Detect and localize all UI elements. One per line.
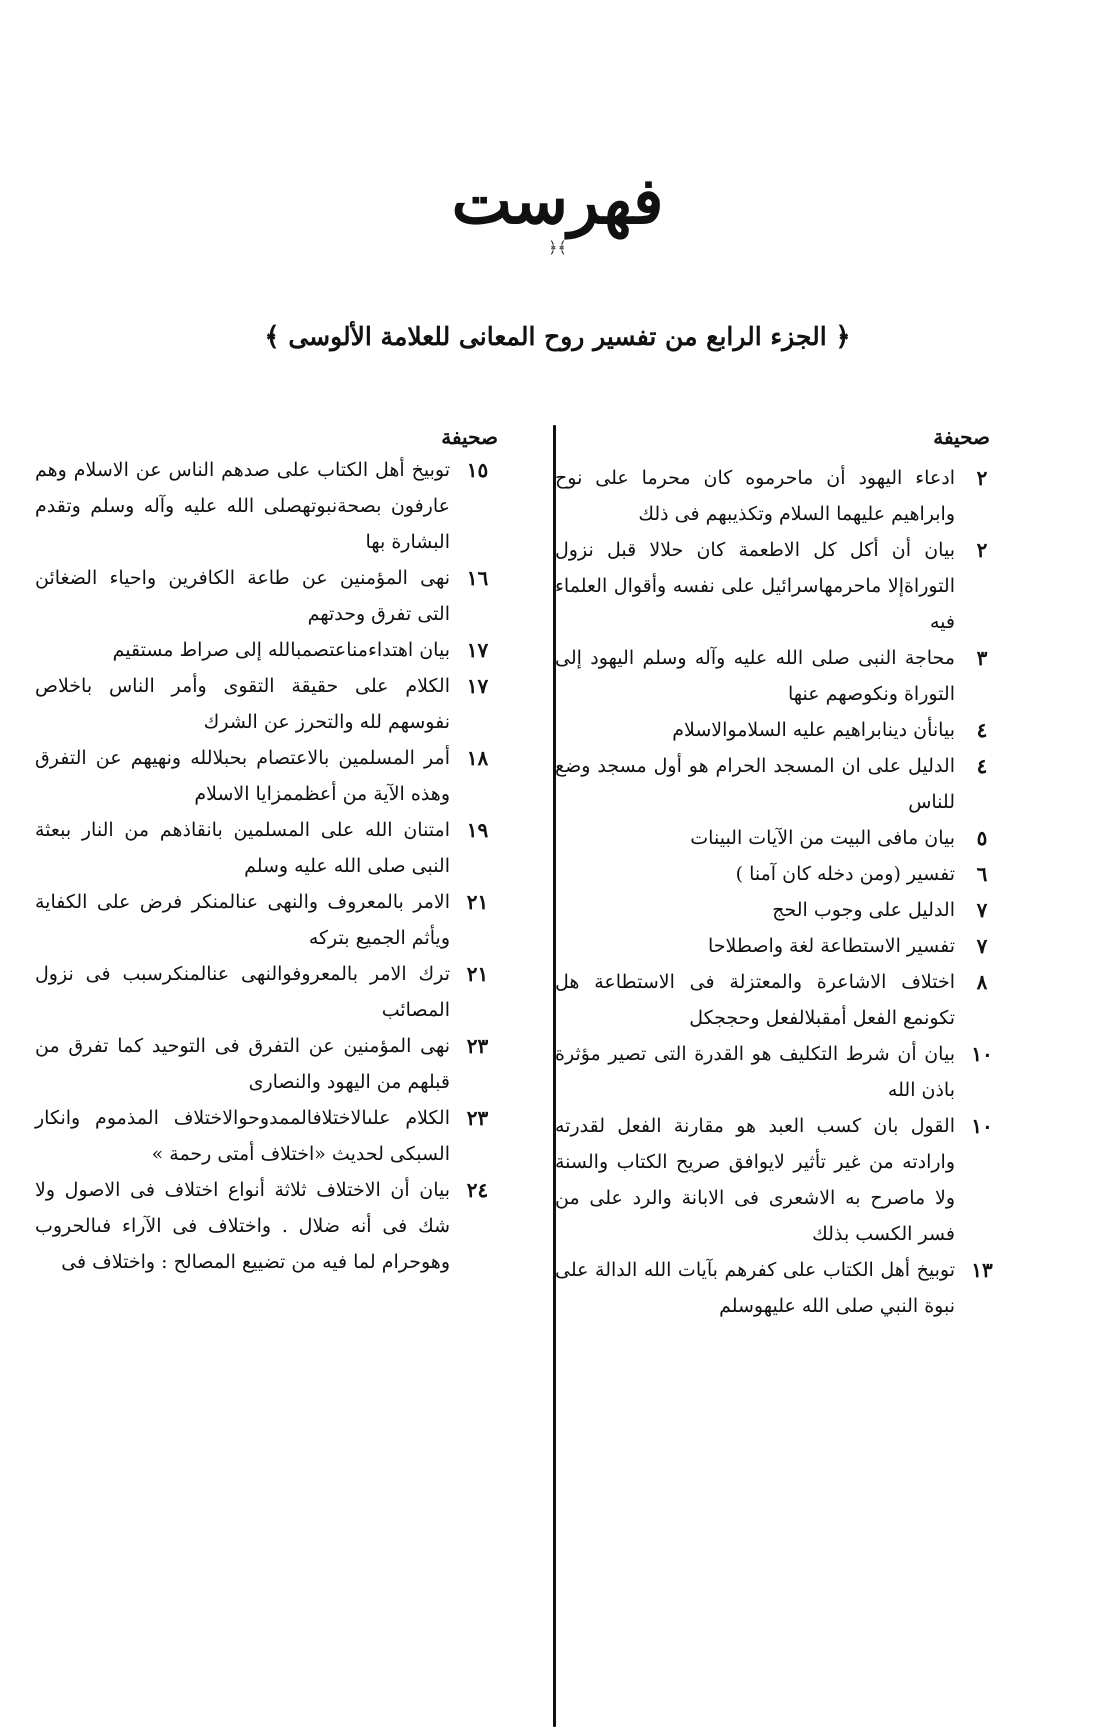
index-entry <box>35 740 505 812</box>
page-column-header-left: صحيفة <box>441 425 498 449</box>
entry-text: الكلام علىالاختلافالممدوحوالاختلاف المذموم وانكار السبكى لحديث «اختلاف أمتى رحمة » <box>35 1107 450 1165</box>
page-number: ١٩ <box>466 818 489 842</box>
entry-text: الدليل على ان المسجد الحرام هو أول مسجد وضع للناس <box>555 755 955 813</box>
volume-subtitle <box>0 322 1115 352</box>
entry-text: محاجة النبى صلى الله عليه وآله وسلم اليهود إلى التوراة ونكوصهم عنها <box>555 647 955 705</box>
entry-text: الامر بالمعروف والنهى عنالمنكر فرض على الكفاية ويأثم الجميع بتركه <box>35 891 450 949</box>
page-number: ٨ <box>976 970 988 994</box>
index-entry <box>555 964 988 1036</box>
page-number: ١٠ <box>971 1042 993 1066</box>
entry-text: ادعاء اليهود أن ماحرموه كان محرما على نوح وابراهيم عليهما السلام وتكذيبهم فى ذلك <box>555 467 956 525</box>
entry-text: توبيخ أهل الكتاب على كفرهم بآيات الله الدالة على نبوة النبي صلى الله عليهوسلم <box>555 1259 955 1317</box>
page-number: ١٥ <box>466 458 489 482</box>
index-entry <box>555 928 988 964</box>
entry-text: بيان أن أكل كل الاطعمة كان حلالا قبل نزول التوراةإلا ماحرمهاسرائيل على نفسه وأقوال العلماء فيه <box>555 539 955 633</box>
index-entry <box>35 452 505 560</box>
entry-text: الدليل على وجوب الحج <box>772 899 955 921</box>
page-number: ١٧ <box>466 674 489 698</box>
index-entry <box>555 1036 993 1108</box>
entry-text: ترك الامر بالمعروفوالنهى عنالمنكرسبب فى نزول المصائب <box>35 963 450 1021</box>
index-entry <box>35 1172 505 1280</box>
index-entry <box>35 560 505 632</box>
page-number: ٢ <box>976 466 988 490</box>
entry-text: تفسير (ومن دخله كان آمنا ) <box>735 863 955 885</box>
entry-text: توبيخ أهل الكتاب على صدهم الناس عن الاسلام وهم عارفون بصحةنبوتهصلى الله عليه وآله وسلم وتقدم البشارة بها <box>35 459 450 553</box>
page-column-header-right: صحيفة <box>933 425 990 449</box>
page-number: ١٨ <box>466 746 489 770</box>
entry-text: اختلاف الاشاعرة والمعتزلة فى الاستطاعة هل تكونمع الفعل أمقبلالفعل وحججكل <box>555 971 955 1029</box>
page-number: ٢٣ <box>466 1034 489 1058</box>
index-entry <box>555 640 988 712</box>
entry-text: الكلام على حقيقة التقوى وأمر الناس باخلاص نفوسهم لله والتحرز عن الشرك <box>35 675 450 733</box>
index-entry <box>555 748 988 820</box>
entry-text: بيانأن دينابراهيم عليه السلاموالاسلام <box>672 719 955 741</box>
entry-text: بيان أن شرط التكليف هو القدرة التى تصير مؤثرة باذن الله <box>555 1043 955 1101</box>
page-number: ٥ <box>976 826 988 850</box>
page-number: ٣ <box>976 646 988 670</box>
entry-text: القول بان كسب العبد هو مقارنة الفعل لقدرته وارادته من غير تأثير لايوافق صريح الكتاب والسنة ولا ماصرح به الاشعرى فى الابانة والرد على من فسر الكسب بذلك <box>555 1115 955 1245</box>
entry-text: امتنان الله على المسلمين بانقاذهم من النار ببعثة النبى صلى الله عليه وسلم <box>35 819 450 877</box>
index-entry <box>35 812 505 884</box>
index-entry <box>555 856 988 892</box>
index-entry <box>555 532 988 640</box>
entry-text: تفسير الاستطاعة لغة واصطلاحا <box>707 935 955 957</box>
page-number: ٢١ <box>466 890 489 914</box>
index-entry <box>35 884 505 956</box>
page-number: ٢١ <box>466 962 489 986</box>
page-number: ١٠ <box>971 1114 993 1138</box>
page-number: ٤ <box>976 754 988 778</box>
index-entry <box>35 1100 505 1172</box>
page-number: ١٣ <box>971 1258 993 1282</box>
page-number: ٢٣ <box>466 1106 489 1130</box>
index-entry <box>35 632 505 668</box>
title-flourish: ﴾﴿ <box>548 238 567 257</box>
entry-text: بيان أن الاختلاف ثلاثة أنواع اختلاف فى الاصول ولا شك فى أنه ضلال . واختلاف فى الآراء فىالحروب وهوحرام لما فيه من تضييع المصالح : واختلاف فى <box>35 1179 450 1273</box>
index-entry <box>35 668 505 740</box>
ornate-bracket-close: ﴾ <box>264 322 280 352</box>
entry-text: أمر المسلمين بالاعتصام بحبلالله ونهيهم عن التفرق وهذه الآية من أعظممزايا الاسلام <box>35 747 450 805</box>
page-number: ١٧ <box>466 638 489 662</box>
ornate-bracket-open: ﴿ <box>835 322 851 352</box>
index-entry <box>555 1108 993 1252</box>
entry-text: بيان اهتداءمناعتصمبالله إلى صراط مستقيم <box>112 639 450 661</box>
entry-text: نهى المؤمنين عن التفرق فى التوحيد كما تفرق من قبلهم من اليهود والنصارى <box>35 1035 450 1093</box>
page-number: ٤ <box>976 718 988 742</box>
page-number: ٧ <box>976 898 988 922</box>
page-number: ٢٤ <box>466 1178 489 1202</box>
page-number: ٧ <box>976 934 988 958</box>
index-entry <box>555 820 988 856</box>
index-entry <box>555 712 988 748</box>
entry-text: نهى المؤمنين عن طاعة الكافرين واحياء الضغائن التى تفرق وحدتهم <box>35 567 450 625</box>
subtitle-text: الجزء الرابع من تفسير روح المعانى للعلامة الألوسى <box>288 322 827 351</box>
page-title: فهرست <box>451 164 664 239</box>
index-entry <box>35 1028 505 1100</box>
index-entry <box>555 460 988 532</box>
entry-text: بيان مافى البيت من الآيات البينات <box>690 827 955 849</box>
index-entry <box>555 892 988 928</box>
page-number: ٦ <box>976 862 988 886</box>
page-number: ٢ <box>976 538 988 562</box>
index-entry <box>555 1252 993 1324</box>
index-column-left <box>35 452 505 1280</box>
index-column-right <box>555 460 993 1324</box>
index-entry <box>35 956 505 1028</box>
page-number: ١٦ <box>466 566 489 590</box>
